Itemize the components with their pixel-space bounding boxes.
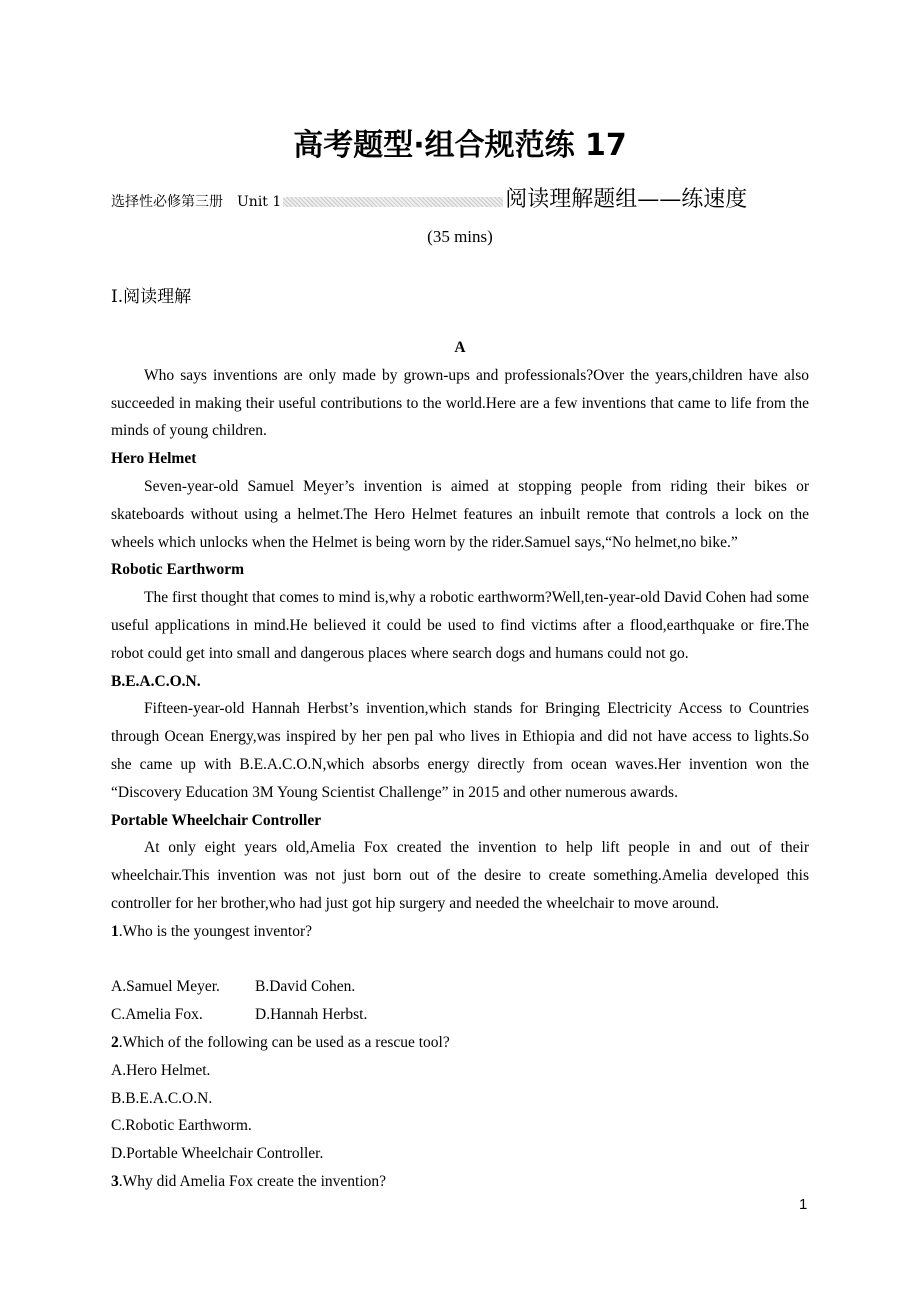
option: A.Samuel Meyer.	[111, 978, 220, 996]
question-number: 2	[111, 1033, 119, 1051]
hatched-divider	[283, 197, 503, 207]
question-text: .Why did Amelia Fox create the invention?	[118, 1172, 387, 1190]
section-heading: Ⅰ.阅读理解	[111, 287, 192, 307]
item-text: Seven-year-old Samuel Meyer’s invention is aimed at stopping people from riding their bikes or skateboards without using a helmet.The Hero Helmet features an inbuilt remote that controls a lock on the wheels which unlocks when the Helmet is being worn by the rider.Samuel says,“No helmet,no bike.”	[111, 477, 809, 551]
item-text: At only eight years old,Amelia Fox created the invention to help lift people in and out of their wheelchair.This invention was not just born out of the desire to create something.Amelia developed this controller for her brother,who had just got hip surgery and needed the wheelchair to move around.	[111, 839, 809, 912]
question-text: .Who is the youngest inventor?	[118, 922, 313, 940]
book-unit: 选择性必修第三册 Unit 1	[111, 194, 282, 210]
question-3	[111, 1168, 809, 1196]
question-1	[111, 918, 809, 946]
question-2	[111, 1029, 809, 1057]
intro-paragraph: Who says inventions are only made by grown-ups and professionals?Over the years,children have also succeeded in making their useful contributions to the world.Here are a few inventions that came to life from the minds of young children.	[111, 366, 809, 440]
question-number: 1	[111, 922, 119, 940]
passage	[111, 334, 809, 1196]
option: C.Amelia Fox.	[111, 1006, 203, 1024]
option: B.David Cohen.	[255, 978, 356, 996]
time-limit: (35 mins)	[427, 227, 493, 246]
question-number: 3	[111, 1172, 119, 1190]
page-title: 高考题型·组合规范练 17	[293, 128, 627, 163]
item-heading: Portable Wheelchair Controller	[111, 811, 322, 829]
item-heading: Robotic Earthworm	[111, 561, 245, 579]
option: A.Hero Helmet.	[111, 1061, 211, 1079]
item-heading: Hero Helmet	[111, 450, 197, 468]
subtitle	[111, 182, 811, 213]
item-text: The first thought that comes to mind is,why a robotic earthworm?Well,ten-year-old David Cohen had some useful applications in mind.He believed it could be used to find victims after a flood,earthquake or fire.The robot could get into small and dangerous places where search dogs and humans could not go.	[111, 589, 809, 662]
item-heading: B.E.A.C.O.N.	[111, 672, 201, 690]
item-text: Fifteen-year-old Hannah Herbst’s invention,which stands for Bringing Electricity Access to Countries through Ocean Energy,was inspired by her pen pal who lives in Ethiopia and did not have access to lights.So she came up with B.E.A.C.O.N,which absorbs energy directly from ocean waves.Her invention won the “Discovery Education 3M Young Scientist Challenge” in 2015 and other numerous awards.	[111, 700, 809, 801]
options-row	[111, 973, 809, 1001]
section-name: 阅读理解题组——练速度	[505, 187, 748, 212]
question-text: .Which of the following can be used as a rescue tool?	[118, 1033, 450, 1051]
option: D.Portable Wheelchair Controller.	[111, 1145, 324, 1163]
options-row	[111, 1001, 809, 1029]
page-number: 1	[799, 1196, 808, 1213]
passage-label: A	[454, 339, 466, 356]
option: D.Hannah Herbst.	[255, 1006, 368, 1024]
option: B.B.E.A.C.O.N.	[111, 1089, 213, 1107]
option: C.Robotic Earthworm.	[111, 1117, 252, 1135]
